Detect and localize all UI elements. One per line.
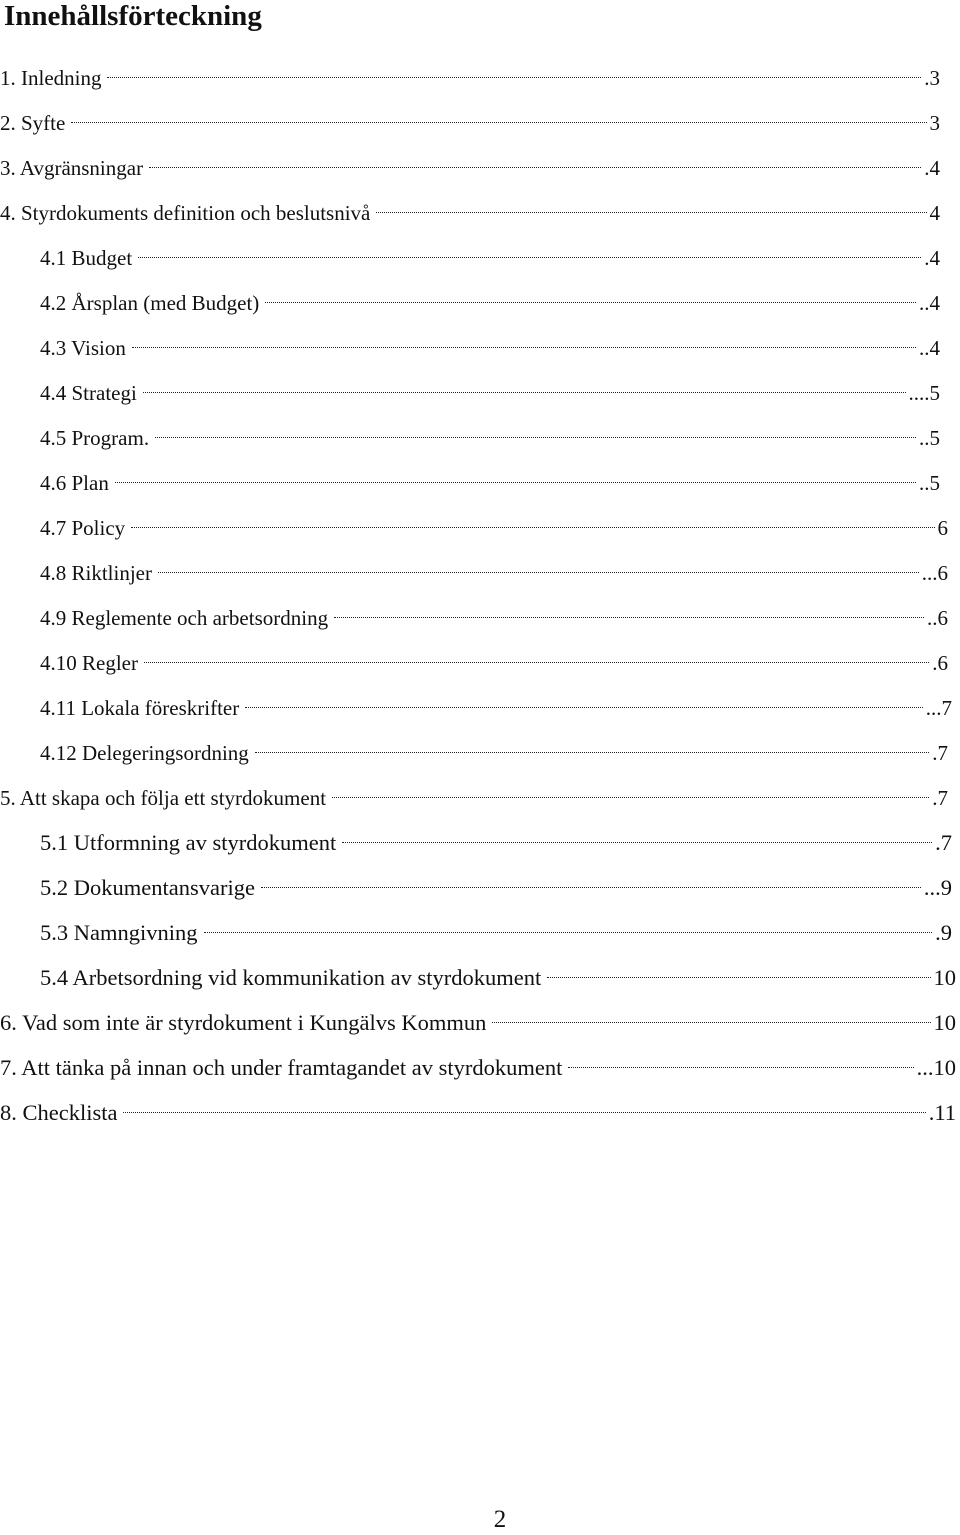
toc-dot-leader bbox=[158, 572, 919, 573]
toc-entry-page: .9 bbox=[935, 920, 952, 945]
toc-entry[interactable] bbox=[40, 423, 940, 453]
toc-entry[interactable] bbox=[40, 333, 940, 363]
toc-entry-label: 5.3 Namngivning bbox=[40, 920, 198, 945]
toc-entry-page: ..5 bbox=[919, 471, 940, 495]
toc-dot-leader bbox=[334, 617, 924, 618]
toc-entry[interactable] bbox=[0, 1053, 956, 1083]
toc-entry-label: 4.11 Lokala föreskrifter bbox=[40, 696, 240, 720]
toc-entry[interactable] bbox=[0, 783, 948, 813]
toc-entry-page: 4 bbox=[929, 201, 940, 225]
toc-entry-page: ....5 bbox=[908, 381, 940, 405]
toc-entry[interactable] bbox=[0, 108, 940, 138]
toc-entry[interactable] bbox=[40, 648, 948, 678]
toc-dot-leader bbox=[131, 527, 934, 528]
toc-entry-page: ...10 bbox=[916, 1055, 956, 1080]
toc-dot-leader bbox=[492, 1022, 930, 1023]
toc-dot-leader bbox=[376, 212, 926, 213]
toc-entry-page: .7 bbox=[932, 741, 948, 765]
toc-entry[interactable] bbox=[40, 468, 940, 498]
toc-entry[interactable] bbox=[40, 378, 940, 408]
toc-dot-leader bbox=[265, 302, 916, 303]
toc-entry[interactable] bbox=[0, 198, 940, 228]
toc-entry-label: 7. Att tänka på innan och under framtagandet av styrdokument bbox=[0, 1055, 563, 1080]
toc-entry[interactable] bbox=[40, 603, 948, 633]
toc-entry-page: .11 bbox=[928, 1100, 956, 1125]
toc-dot-leader bbox=[115, 482, 916, 483]
toc-dot-leader bbox=[245, 707, 923, 708]
toc-entry-label: 6. Vad som inte är styrdokument i Kungälvs Kommun bbox=[0, 1010, 487, 1035]
toc-entry-label: 4.12 Delegeringsordning bbox=[40, 741, 249, 765]
toc-entry-page: .4 bbox=[924, 156, 940, 180]
toc-entry-page: 3 bbox=[929, 111, 940, 135]
toc-dot-leader bbox=[144, 662, 929, 663]
toc-entry-label: 4.10 Regler bbox=[40, 651, 138, 675]
toc-dot-leader bbox=[547, 977, 930, 978]
toc-entry-page: .7 bbox=[932, 786, 948, 810]
toc-entry-page: ..5 bbox=[919, 426, 940, 450]
toc-entry-page: ...6 bbox=[921, 561, 948, 585]
toc-entry-label: 5.4 Arbetsordning vid kommunikation av styrdokument bbox=[40, 965, 542, 990]
toc-entry[interactable] bbox=[0, 153, 940, 183]
toc-entry-page: ..4 bbox=[919, 336, 940, 360]
toc-dot-leader bbox=[138, 257, 921, 258]
toc-dot-leader bbox=[568, 1067, 913, 1068]
toc-entry-page: 10 bbox=[933, 1010, 956, 1035]
toc-entry-label: 4.9 Reglemente och arbetsordning bbox=[40, 606, 329, 630]
toc-entry-label: 4.5 Program. bbox=[40, 426, 150, 450]
toc-entry-page: ...9 bbox=[923, 875, 952, 900]
toc-entry[interactable] bbox=[40, 963, 956, 993]
toc-entry[interactable] bbox=[40, 513, 948, 543]
toc-entry-label: 4.3 Vision bbox=[40, 336, 126, 360]
toc-entry-page: ..6 bbox=[927, 606, 948, 630]
toc-dot-leader bbox=[204, 932, 933, 933]
toc-entry-label: 4.8 Riktlinjer bbox=[40, 561, 152, 585]
toc-entry-label: 5. Att skapa och följa ett styrdokument bbox=[0, 786, 327, 810]
toc-entry-label: 5.1 Utformning av styrdokument bbox=[40, 830, 337, 855]
toc-dot-leader bbox=[71, 122, 926, 123]
toc-entry[interactable] bbox=[0, 1008, 956, 1038]
toc-entry-label: 5.2 Dokumentansvarige bbox=[40, 875, 255, 900]
toc-entry-page: .7 bbox=[935, 830, 952, 855]
toc-entry-page: 6 bbox=[937, 516, 948, 540]
toc-entry-label: 4.2 Årsplan (med Budget) bbox=[40, 291, 260, 315]
toc-entry-page: ..4 bbox=[919, 291, 940, 315]
toc-entry-label: 4.1 Budget bbox=[40, 246, 133, 270]
toc-dot-leader bbox=[261, 887, 921, 888]
toc-dot-leader bbox=[342, 842, 932, 843]
toc-entry-label: 1. Inledning bbox=[0, 66, 102, 90]
toc-entry-page: .3 bbox=[924, 66, 940, 90]
page-number: 2 bbox=[493, 1506, 507, 1533]
toc-dot-leader bbox=[149, 167, 921, 168]
toc-dot-leader bbox=[107, 77, 921, 78]
toc-entry[interactable] bbox=[40, 558, 948, 588]
toc-entry-page: 10 bbox=[933, 965, 956, 990]
toc-entry[interactable] bbox=[40, 243, 940, 273]
toc-entry[interactable] bbox=[40, 693, 952, 723]
toc-entry-page: .4 bbox=[924, 246, 940, 270]
toc-entry[interactable] bbox=[40, 288, 940, 318]
toc-entry[interactable] bbox=[40, 873, 952, 903]
toc-dot-leader bbox=[332, 797, 929, 798]
toc-entry-page: .6 bbox=[932, 651, 948, 675]
toc-entry-label: 4.7 Policy bbox=[40, 516, 126, 540]
toc-dot-leader bbox=[255, 752, 929, 753]
toc-entry[interactable] bbox=[40, 828, 952, 858]
toc-entry-label: 4. Styrdokuments definition och beslutsnivå bbox=[0, 201, 371, 225]
page-title: Innehållsförteckning bbox=[4, 0, 262, 32]
toc-entry-label: 3. Avgränsningar bbox=[0, 156, 144, 180]
toc-entry[interactable] bbox=[40, 918, 952, 948]
toc-entry-label: 4.4 Strategi bbox=[40, 381, 137, 405]
toc-entry-label: 2. Syfte bbox=[0, 111, 66, 135]
toc-dot-leader bbox=[143, 392, 906, 393]
toc-entry-label: 8. Checklista bbox=[0, 1100, 118, 1125]
toc-dot-leader bbox=[132, 347, 916, 348]
toc-dot-leader bbox=[123, 1112, 925, 1113]
toc-dot-leader bbox=[155, 437, 916, 438]
toc-entry[interactable] bbox=[0, 1098, 956, 1128]
toc-entry[interactable] bbox=[0, 63, 940, 93]
toc-entry-page: ...7 bbox=[925, 696, 952, 720]
toc-entry-label: 4.6 Plan bbox=[40, 471, 109, 495]
toc-entry[interactable] bbox=[40, 738, 948, 768]
